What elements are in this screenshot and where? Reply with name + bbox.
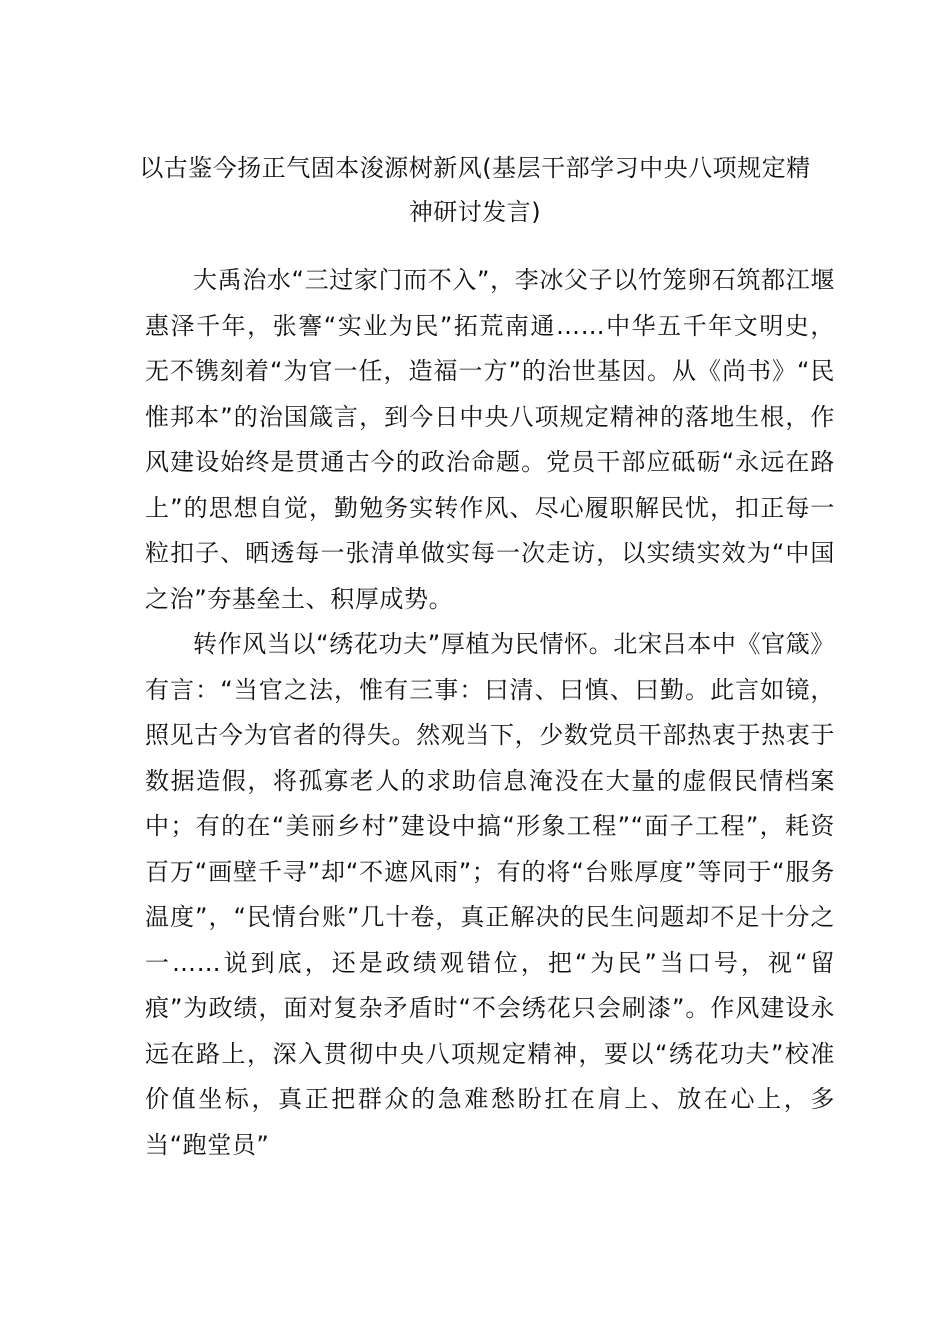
paragraph-1: 大禹治水“三过家门而不入”，李冰父子以竹笼卵石筑都江堰惠泽千年，张謇“实业为民”拓荒南通……中华五千年文明史，无不镌刻着“为官一任，造福一方”的治世基因。从《尚书》“民惟邦本”的治国箴言，到今日中央八项规定精神的落地生根，作风建设始终是贯通古今的政治命题。党员干部应砥砺“永远在路上”的思想自觉，勤勉务实转作风、尽心履职解民忧，扣正每一粒扣子、晒透每一张清单做实每一次走访，以实绩实效为“中国之治”夯基垒土、积厚成势。 [145,266,835,613]
paragraph-2: 转作风当以“绣花功夫”厚植为民情怀。北宋吕本中《官箴》有言：“当官之法，惟有三事：曰清、曰慎、曰勤。此言如镜，照见古今为官者的得失。然观当下，少数党员干部热衷于热衷于数据造假，将孤寡老人的求助信息淹没在大量的虚假民情档案中；有的在“美丽乡村”建设中搞“形象工程”“面子工程”，耗资百万“画壁千寻”却“不遮风雨”；有的将“台账厚度”等同于“服务温度”，“民情台账”几十卷，真正解决的民生问题却不足十分之一……说到底，还是政绩观错位，把“为民”当口号，视“留痕”为政绩，面对复杂矛盾时“不会绣花只会刷漆”。作风建设永远在路上，深入贯彻中央八项规定精神，要以“绣花功夫”校准价值坐标，真正把群众的急难愁盼扛在肩上、放在心上，多当“跑堂员” [145,630,835,1159]
document-body [145,258,835,1168]
document-title: 以古鉴今扬正气固本浚源树新风(基层干部学习中央八项规定精神研讨发言) [139,154,811,226]
